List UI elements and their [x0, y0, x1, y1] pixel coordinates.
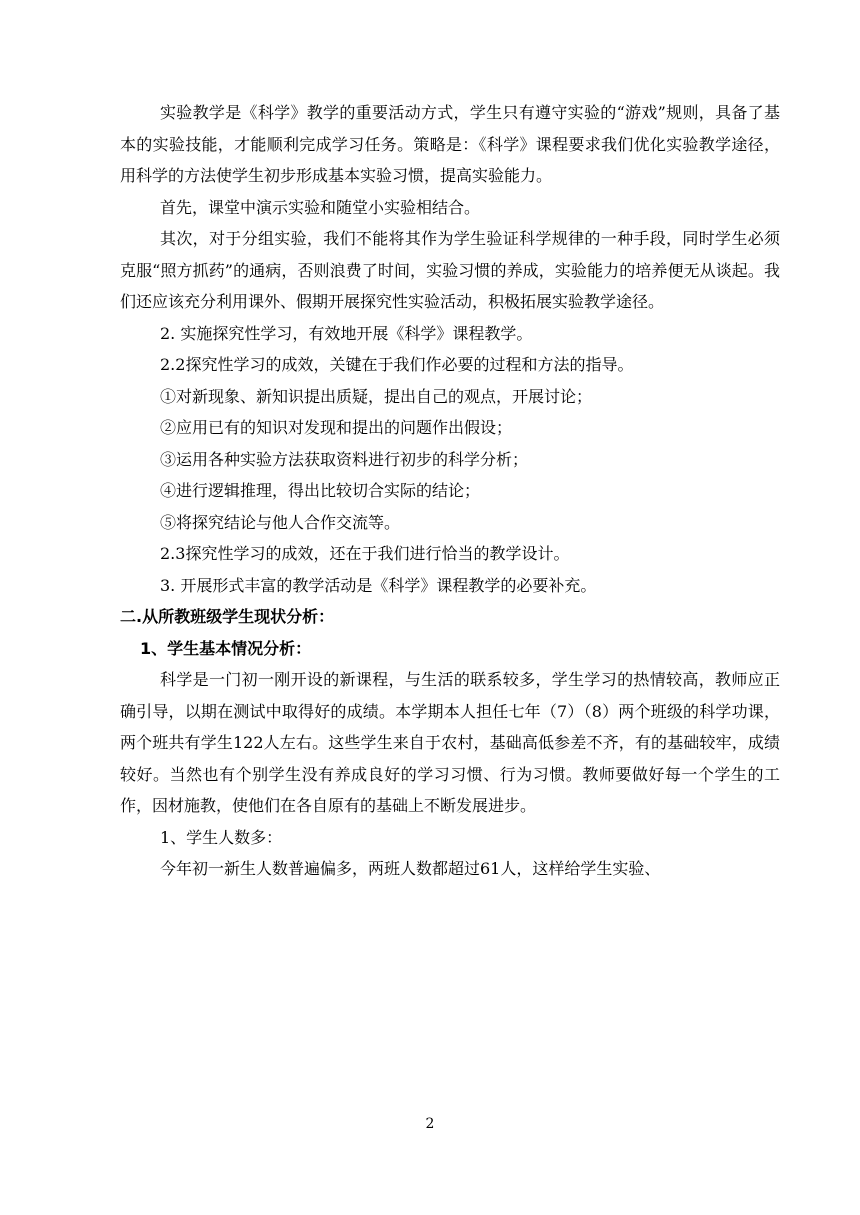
paragraph: 首先，课堂中演示实验和随堂小实验相结合。 [160, 197, 481, 217]
list-item: ③运用各种实验方法获取资料进行初步的科学分析； [160, 449, 529, 469]
paragraph: 2. 实施探究性学习，有效地开展《科学》课程教学。 [160, 323, 533, 343]
subsection-heading: 1、学生基本情况分析： [140, 638, 312, 658]
paragraph: 3. 开展形式丰富的教学活动是《科学》课程教学的必要补充。 [160, 575, 597, 595]
paragraph: 其次，对于分组实验，我们不能将其作为学生验证科学规律的一种手段，同时学生必须克服“照方抓药”的通病，否则浪费了时间，实验习惯的养成，实验能力的培养便无从谈起。我们还应该充分利用课外、假期开展探究性实验活动，积极拓展实验教学途径。 [120, 229, 780, 311]
paragraph: 1、学生人数多： [160, 827, 283, 847]
list-item: ②应用已有的知识对发现和提出的问题作出假设； [160, 418, 513, 437]
list-item: ①对新现象、新知识提出质疑，提出自己的观点，开展讨论； [160, 386, 593, 406]
paragraph: 实验教学是《科学》教学的重要活动方式，学生只有遵守实验的“游戏”规则，具备了基本的实验技能，才能顺利完成学习任务。策略是：《科学》课程要求我们优化实验教学途径，用科学的方法使学生初步形成基本实验习惯，提高实验能力。 [120, 103, 780, 185]
list-item: ⑤将探究结论与他人合作交流等。 [160, 512, 401, 532]
page-number: 2 [425, 1116, 435, 1132]
list-item: ④进行逻辑推理，得出比较切合实际的结论； [160, 481, 481, 500]
paragraph: 2.2探究性学习的成效，关键在于我们作必要的过程和方法的指导。 [160, 355, 634, 374]
paragraph: 2.3探究性学习的成效，还在于我们进行恰当的教学设计。 [160, 544, 570, 563]
page-body [120, 97, 780, 885]
paragraph: 科学是一门初一刚开设的新课程，与生活的联系较多，学生学习的热情较高，教师应正确引导，以期在测试中取得好的成绩。本学期本人担任七年（7）（8）两个班级的科学功课，两个班共有学生122人左右。这些学生来自于农村，基础高低参差不齐，有的基础较牢，成绩较好。当然也有个别学生没有养成良好的学习习惯、行为习惯。教师要做好每一个学生的工作，因材施教，使他们在各自原有的基础上不断发展进步。 [120, 670, 780, 815]
section-heading: 二.从所教班级学生现状分析： [120, 607, 335, 626]
paragraph: 今年初一新生人数普遍偏多，两班人数都超过61人，这样给学生实验、 [160, 859, 661, 878]
